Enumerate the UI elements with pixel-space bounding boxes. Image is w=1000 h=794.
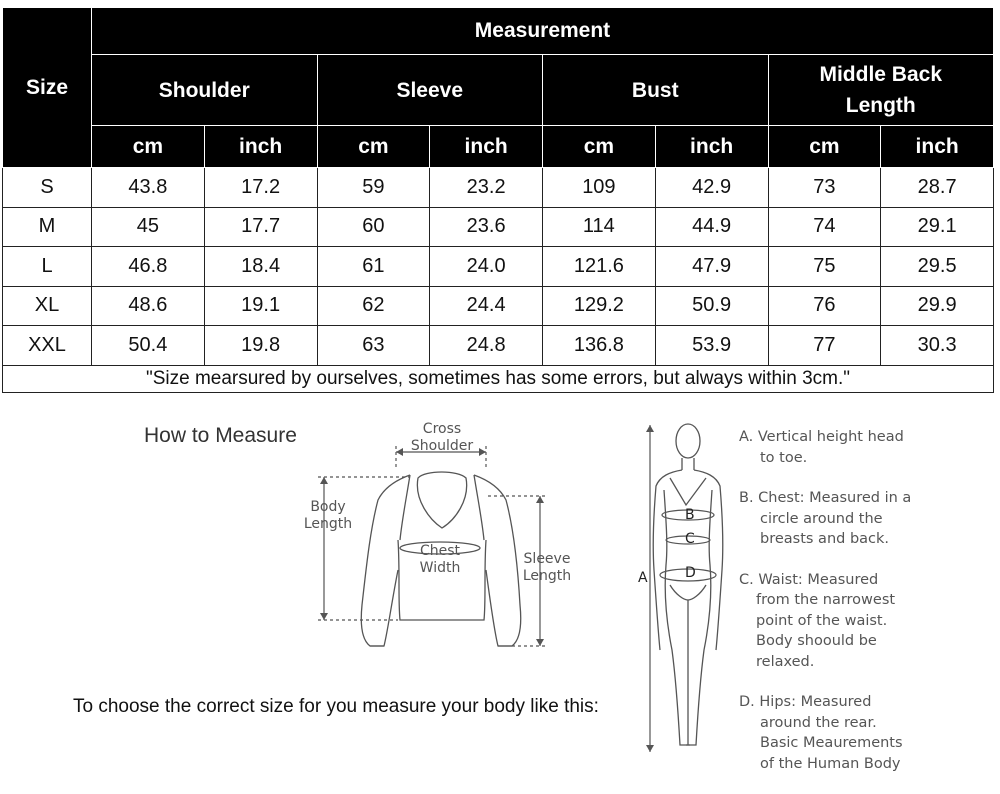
human-body-illustration xyxy=(653,424,723,745)
measurement-cell: 23.2 xyxy=(430,168,543,208)
size-header: Size xyxy=(3,8,92,168)
cross-shoulder-label: Cross Shoulder xyxy=(410,421,474,454)
size-label-cell: XL xyxy=(3,286,92,326)
measurement-cell: 114 xyxy=(543,207,656,247)
note-text: C. Waist: Measured xyxy=(739,571,879,588)
size-label-cell: M xyxy=(3,207,92,247)
chest-width-label: Chest Width xyxy=(419,543,461,576)
measurement-cell: 45 xyxy=(92,207,205,247)
measurement-cell: 62 xyxy=(317,286,430,326)
measurement-cell: 18.4 xyxy=(204,247,317,287)
measurement-cell: 50.4 xyxy=(92,326,205,366)
note-text: to toe. xyxy=(760,449,808,466)
note-text: from the narrowest xyxy=(756,592,896,608)
note-text: D. Hips: Measured xyxy=(739,694,872,710)
measurement-cell: 43.8 xyxy=(92,168,205,208)
measurement-cell: 17.2 xyxy=(204,168,317,208)
hips-letter: D xyxy=(685,565,696,581)
size-label-cell: S xyxy=(3,168,92,208)
measurement-cell: 17.7 xyxy=(204,207,317,247)
back-length-header: Middle Back Length xyxy=(768,55,994,126)
table-note: "Size mearsured by ourselves, sometimes has some errors, but always within 3cm." xyxy=(3,365,994,392)
choose-size-instruction: To choose the correct size for you measure your body like this: xyxy=(73,696,599,717)
measurement-cell: 59 xyxy=(317,168,430,208)
measurement-cell: 48.6 xyxy=(92,286,205,326)
note-text: of the Human Body xyxy=(760,755,901,772)
measurement-cell: 47.9 xyxy=(655,247,768,287)
note-text: breasts and back. xyxy=(760,531,890,547)
note-text: relaxed. xyxy=(756,653,815,670)
measurement-cell: 23.6 xyxy=(430,207,543,247)
measurement-cell: 29.1 xyxy=(881,207,994,247)
size-label-cell: L xyxy=(3,247,92,287)
measurement-cell: 77 xyxy=(768,326,881,366)
body-measure-lines xyxy=(650,425,716,752)
measurement-cell: 76 xyxy=(768,286,881,326)
measurement-cell: 63 xyxy=(317,326,430,366)
unit-header: cm xyxy=(92,126,205,168)
measurement-header: Measurement xyxy=(92,8,994,55)
unit-header: inch xyxy=(430,126,543,168)
measurement-cell: 53.9 xyxy=(655,326,768,366)
unit-header: inch xyxy=(655,126,768,168)
measurement-cell: 136.8 xyxy=(543,326,656,366)
unit-header: cm xyxy=(768,126,881,168)
measurement-cell: 24.4 xyxy=(430,286,543,326)
note-text: B. Chest: Measured in a xyxy=(739,490,912,506)
height-letter: A xyxy=(638,570,648,586)
note-text: A. Vertical height head xyxy=(739,429,904,445)
measurement-cell: 74 xyxy=(768,207,881,247)
measurement-cell: 42.9 xyxy=(655,168,768,208)
bust-header: Bust xyxy=(543,55,769,126)
measurement-cell: 29.5 xyxy=(881,247,994,287)
measurement-cell: 61 xyxy=(317,247,430,287)
measurement-cell: 75 xyxy=(768,247,881,287)
unit-header: inch xyxy=(204,126,317,168)
note-text: around the rear. xyxy=(760,714,877,731)
measurement-cell: 30.3 xyxy=(881,326,994,366)
shoulder-header: Shoulder xyxy=(92,55,318,126)
measurement-cell: 24.8 xyxy=(430,326,543,366)
unit-header: inch xyxy=(881,126,994,168)
unit-header: cm xyxy=(543,126,656,168)
waist-letter: C xyxy=(685,531,695,547)
body-length-label: Body Length xyxy=(303,499,353,532)
measurement-cell: 73 xyxy=(768,168,881,208)
size-label-cell: XXL xyxy=(3,326,92,366)
measurement-cell: 44.9 xyxy=(655,207,768,247)
note-text: Body shoould be xyxy=(756,633,877,649)
measurement-cell: 29.9 xyxy=(881,286,994,326)
unit-header: cm xyxy=(317,126,430,168)
note-text: point of the waist. xyxy=(756,612,888,629)
measurement-cell: 28.7 xyxy=(881,168,994,208)
measurement-cell: 129.2 xyxy=(543,286,656,326)
measurement-cell: 60 xyxy=(317,207,430,247)
note-hips xyxy=(739,692,929,774)
measurement-cell: 46.8 xyxy=(92,247,205,287)
measurement-cell: 24.0 xyxy=(430,247,543,287)
measurement-cell: 109 xyxy=(543,168,656,208)
measurement-cell: 19.1 xyxy=(204,286,317,326)
sleeve-length-label: Sleeve Length xyxy=(522,551,572,584)
measurement-cell: 50.9 xyxy=(655,286,768,326)
measurement-notes xyxy=(739,427,929,794)
note-text: Basic Meaurements xyxy=(760,735,903,751)
how-to-measure-title: How to Measure xyxy=(144,424,297,447)
chest-letter: B xyxy=(685,507,695,523)
note-waist xyxy=(739,570,929,673)
measurement-cell: 121.6 xyxy=(543,247,656,287)
sleeve-header: Sleeve xyxy=(317,55,543,126)
note-height xyxy=(739,427,929,468)
measurement-cell: 19.8 xyxy=(204,326,317,366)
note-chest xyxy=(739,488,929,550)
note-text: circle around the xyxy=(760,510,883,527)
